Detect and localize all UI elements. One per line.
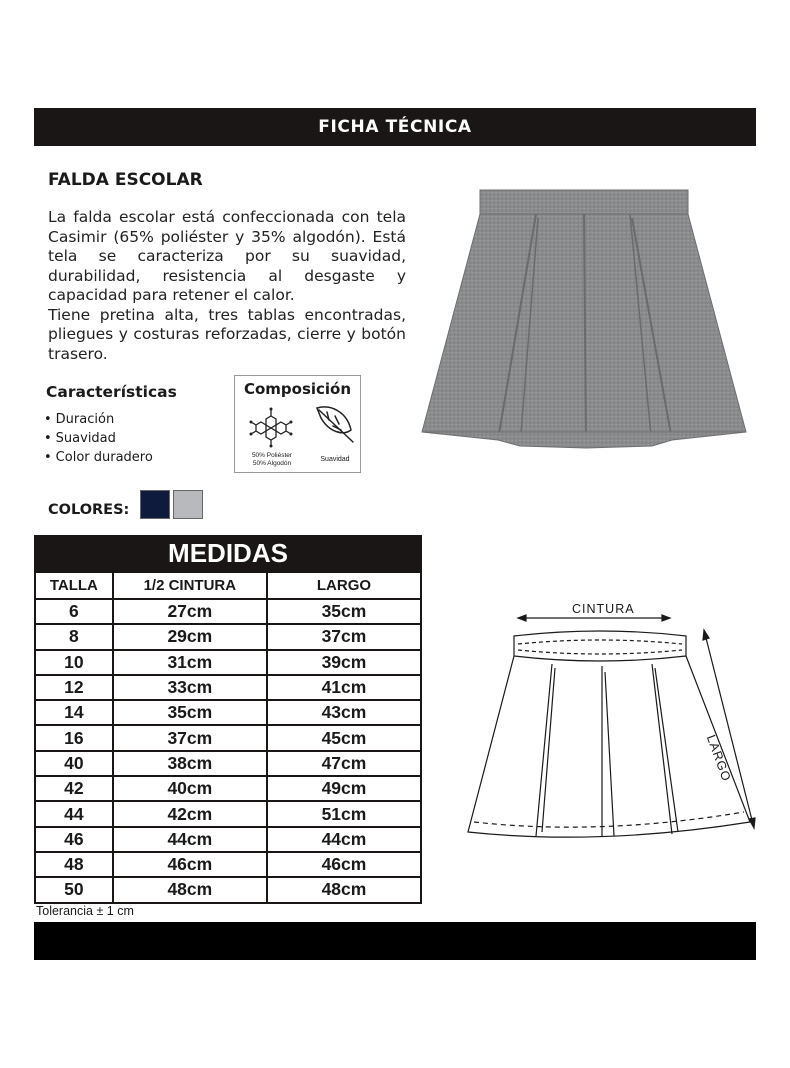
length-cell: 48cm bbox=[267, 877, 421, 902]
page-title: FICHA TÉCNICA bbox=[318, 117, 472, 137]
footer-bar bbox=[34, 922, 756, 960]
sizes-header bbox=[34, 535, 422, 571]
size-cell: 44 bbox=[35, 801, 113, 826]
column-header-size: TALLA bbox=[35, 572, 113, 599]
table-row bbox=[35, 650, 421, 675]
size-cell: 8 bbox=[35, 624, 113, 649]
column-header-half-waist: 1/2 CINTURA bbox=[113, 572, 267, 599]
length-cell: 47cm bbox=[267, 751, 421, 776]
size-cell: 50 bbox=[35, 877, 113, 902]
feature-item: • Color duradero bbox=[44, 448, 153, 467]
waist-label: CINTURA bbox=[572, 602, 635, 616]
size-cell: 10 bbox=[35, 650, 113, 675]
length-cell: 44cm bbox=[267, 827, 421, 852]
fabric-label: 50% Poliéster 50% Algodón bbox=[251, 452, 293, 467]
sizes-title: MEDIDAS bbox=[168, 537, 288, 568]
colors-label: COLORES: bbox=[48, 502, 130, 518]
feather-icon bbox=[313, 402, 357, 446]
waist-cell: 48cm bbox=[113, 877, 267, 902]
length-cell: 45cm bbox=[267, 725, 421, 750]
column-header-length: LARGO bbox=[267, 572, 421, 599]
size-cell: 48 bbox=[35, 852, 113, 877]
length-cell: 37cm bbox=[267, 624, 421, 649]
table-row bbox=[35, 751, 421, 776]
length-cell: 46cm bbox=[267, 852, 421, 877]
waist-cell: 35cm bbox=[113, 700, 267, 725]
tolerance-note: Tolerancia ± 1 cm bbox=[36, 904, 134, 918]
table-header-row bbox=[35, 572, 421, 599]
table-row bbox=[35, 700, 421, 725]
size-cell: 16 bbox=[35, 725, 113, 750]
table-row bbox=[35, 725, 421, 750]
color-swatch-gray[interactable] bbox=[173, 490, 203, 519]
waist-cell: 27cm bbox=[113, 599, 267, 624]
size-cell: 12 bbox=[35, 675, 113, 700]
waist-cell: 31cm bbox=[113, 650, 267, 675]
table-row bbox=[35, 624, 421, 649]
waist-cell: 33cm bbox=[113, 675, 267, 700]
size-cell: 40 bbox=[35, 751, 113, 776]
product-name: FALDA ESCOLAR bbox=[48, 170, 203, 190]
skirt-photo bbox=[420, 188, 748, 452]
molecule-icon bbox=[249, 404, 293, 448]
feature-item: • Suavidad bbox=[44, 429, 153, 448]
feature-item: • Duración bbox=[44, 410, 153, 429]
length-cell: 41cm bbox=[267, 675, 421, 700]
size-cell: 46 bbox=[35, 827, 113, 852]
waist-cell: 37cm bbox=[113, 725, 267, 750]
size-cell: 6 bbox=[35, 599, 113, 624]
table-row bbox=[35, 852, 421, 877]
length-cell: 39cm bbox=[267, 650, 421, 675]
table-row bbox=[35, 801, 421, 826]
size-cell: 14 bbox=[35, 700, 113, 725]
header-bar bbox=[34, 108, 756, 146]
softness-label: Suavidad bbox=[320, 456, 350, 463]
features-title: Características bbox=[46, 383, 177, 401]
description-paragraph-2: Tiene pretina alta, tres tablas encontradas, pliegues y costuras reforzadas, cierre y botón trasero. bbox=[48, 305, 406, 363]
waist-cell: 40cm bbox=[113, 776, 267, 801]
waist-cell: 29cm bbox=[113, 624, 267, 649]
product-description bbox=[48, 208, 406, 364]
length-cell: 51cm bbox=[267, 801, 421, 826]
composition-title: Composición bbox=[243, 380, 352, 398]
table-row bbox=[35, 776, 421, 801]
table-row bbox=[35, 675, 421, 700]
table-row bbox=[35, 827, 421, 852]
size-cell: 42 bbox=[35, 776, 113, 801]
table-row bbox=[35, 877, 421, 902]
table-row bbox=[35, 599, 421, 624]
features-list bbox=[44, 410, 153, 467]
skirt-diagram bbox=[460, 596, 760, 846]
sizes-table bbox=[34, 571, 422, 904]
length-cell: 49cm bbox=[267, 776, 421, 801]
waist-cell: 46cm bbox=[113, 852, 267, 877]
color-swatch-navy[interactable] bbox=[140, 490, 170, 519]
description-paragraph-1: La falda escolar está confeccionada con tela Casimir (65% poliéster y 35% algodón). Está tela se caracteriza por su suavidad, durabilidad, resistencia al desgaste y capacidad para retener el calor. bbox=[48, 208, 406, 304]
length-cell: 35cm bbox=[267, 599, 421, 624]
composition-box bbox=[234, 375, 361, 473]
length-label: LARGO bbox=[703, 733, 734, 784]
waist-cell: 38cm bbox=[113, 751, 267, 776]
waist-cell: 44cm bbox=[113, 827, 267, 852]
length-cell: 43cm bbox=[267, 700, 421, 725]
waist-cell: 42cm bbox=[113, 801, 267, 826]
